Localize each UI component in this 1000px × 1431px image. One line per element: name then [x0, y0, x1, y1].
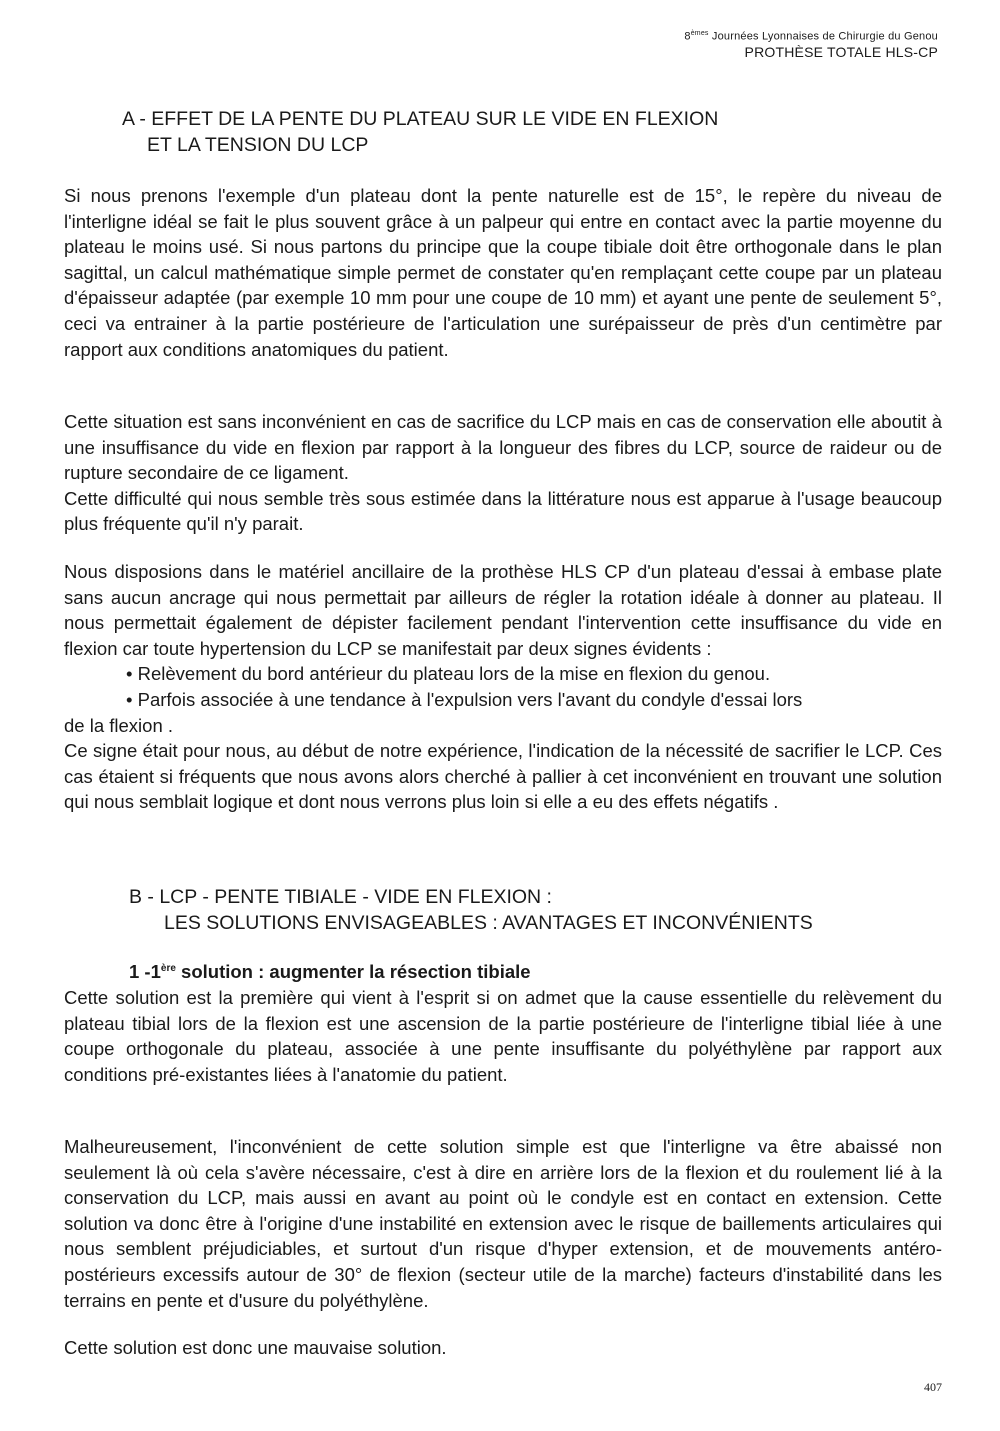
section-a-heading: A - EFFET DE LA PENTE DU PLATEAU SUR LE VIDE EN FLEXION ET LA TENSION DU LCP [122, 108, 719, 156]
page-number: 407 [924, 1380, 942, 1394]
section-running-title: PROTHÈSE TOTALE HLS-CP [744, 43, 938, 60]
paragraph-3: Nous disposions dans le matériel ancillaire de la prothèse HLS CP d'un plateau d'essai à embase plate sans aucun ancrage qui nous permettait par ailleurs de régler la rotation idéale à donner au plateau. Il nous permettait également de dépister facilement pendant l'intervention cette insuffisance du vide en flexion car toute hypertension du LCP se manifestait par deux signes évidents : • Relèvement du bord antérieur du plateau lors de la mise en flexion du genou. • Parfois associée à une tendance à l'expulsion vers l'avant du condyle d'essai lors de la flexion . Ce signe était pour nous, au début de notre expérience, l'indication de la nécessité de sacrifier le LCP. Ces cas étaient si fréquents que nous avons alors cherché à pallier à cet inconvénient en trouvant une solution qui nous semblait logique et dont nous verrons plus loin si elle a eu des effets négatifs . [64, 559, 942, 815]
bullet-item: • Parfois associée à une tendance à l'expulsion vers l'avant du condyle d'essai lors [126, 688, 803, 710]
journal-title: 8èmes Journées Lyonnaises de Chirurgie du Genou [684, 30, 938, 43]
paragraph-2: Cette situation est sans inconvénient en cas de sacrifice du LCP mais en cas de conservation elle aboutit à une insuffisance du vide en flexion par rapport à la longueur des fibres du LCP, source de raideur ou de rupture secondaire de ce ligament. Cette difficulté qui nous semble très sous estimée dans la littérature nous est apparue à l'usage beaucoup plus fréquente qu'il n'y parait. [64, 411, 942, 535]
paragraph-6: Malheureusement, l'inconvénient de cette solution simple est que l'interligne va être abaissé non seulement là où cela s'avère nécessaire, c'est à dire en arrière lors de la flexion et du roulement lié à la conservation du LCP, mais aussi en avant au point où le condyle est en contact en extension. Cette solution va donc être à l'origine d'une instabilité en extension avec le risque de baillements articulaires qui nous semblent préjudiciables, et surtout d'un risque d'hyper extension, et de mouvements antéro-postérieurs excessifs autour de 30° de flexion (secteur utile de la marche) facteurs d'instabilité dans les terrains en pente et d'usure du polyéthylène. [64, 1136, 942, 1311]
running-header [684, 30, 938, 60]
paragraph-1: Si nous prenons l'exemple d'un plateau dont la pente naturelle est de 15°, le repère du niveau de l'interligne idéal se fait le plus souvent grâce à un palpeur qui entre en contact avec la partie moyenne du plateau le moins usé. Si nous partons du principe que la coupe tibiale doit être orthogonale dans le plan sagittal, un calcul mathématique simple permet de constater qu'en remplaçant cette coupe par un plateau d'épaisseur adaptée (par exemple 10 mm pour une coupe de 10 mm) et ayant une pente de seulement 5°, ceci va entrainer à la partie postérieure de l'articulation une surépaisseur de près d'un centimètre par rapport aux conditions anatomiques du patient. [64, 185, 942, 360]
paragraph-4: Ce signe était pour nous, au début de notre expérience, l'indication de la nécessité de sacrifier le LCP. Ces cas étaient si fréquents que nous avons alors cherché à pallier à cet inconvénient en trouvant une solution qui nous semblait logique et dont nous verrons plus loin si elle a eu des effets négatifs . [64, 740, 942, 813]
paragraph-7: Cette solution est donc une mauvaise solution. [64, 1337, 447, 1358]
bullet-item: • Relèvement du bord antérieur du plateau lors de la mise en flexion du genou. [126, 663, 771, 685]
paragraph-5: Cette solution est la première qui vient à l'esprit si on admet que la cause essentielle du relèvement du plateau tibial lors de la flexion est une ascension de la partie postérieure de l'interligne tibial liée à une coupe orthogonale du plateau, associée à une pente insuffisante du polyéthylène par rapport aux conditions pré-existantes liées à l'anatomie du patient. [64, 987, 942, 1085]
section-b-heading: B - LCP - PENTE TIBIALE - VIDE EN FLEXION : LES SOLUTIONS ENVISAGEABLES : AVANTAGES ET INCONVÉNIENTS [129, 886, 813, 934]
subsection-title: 1 -1ère solution : augmenter la résection tibiale [129, 961, 531, 982]
